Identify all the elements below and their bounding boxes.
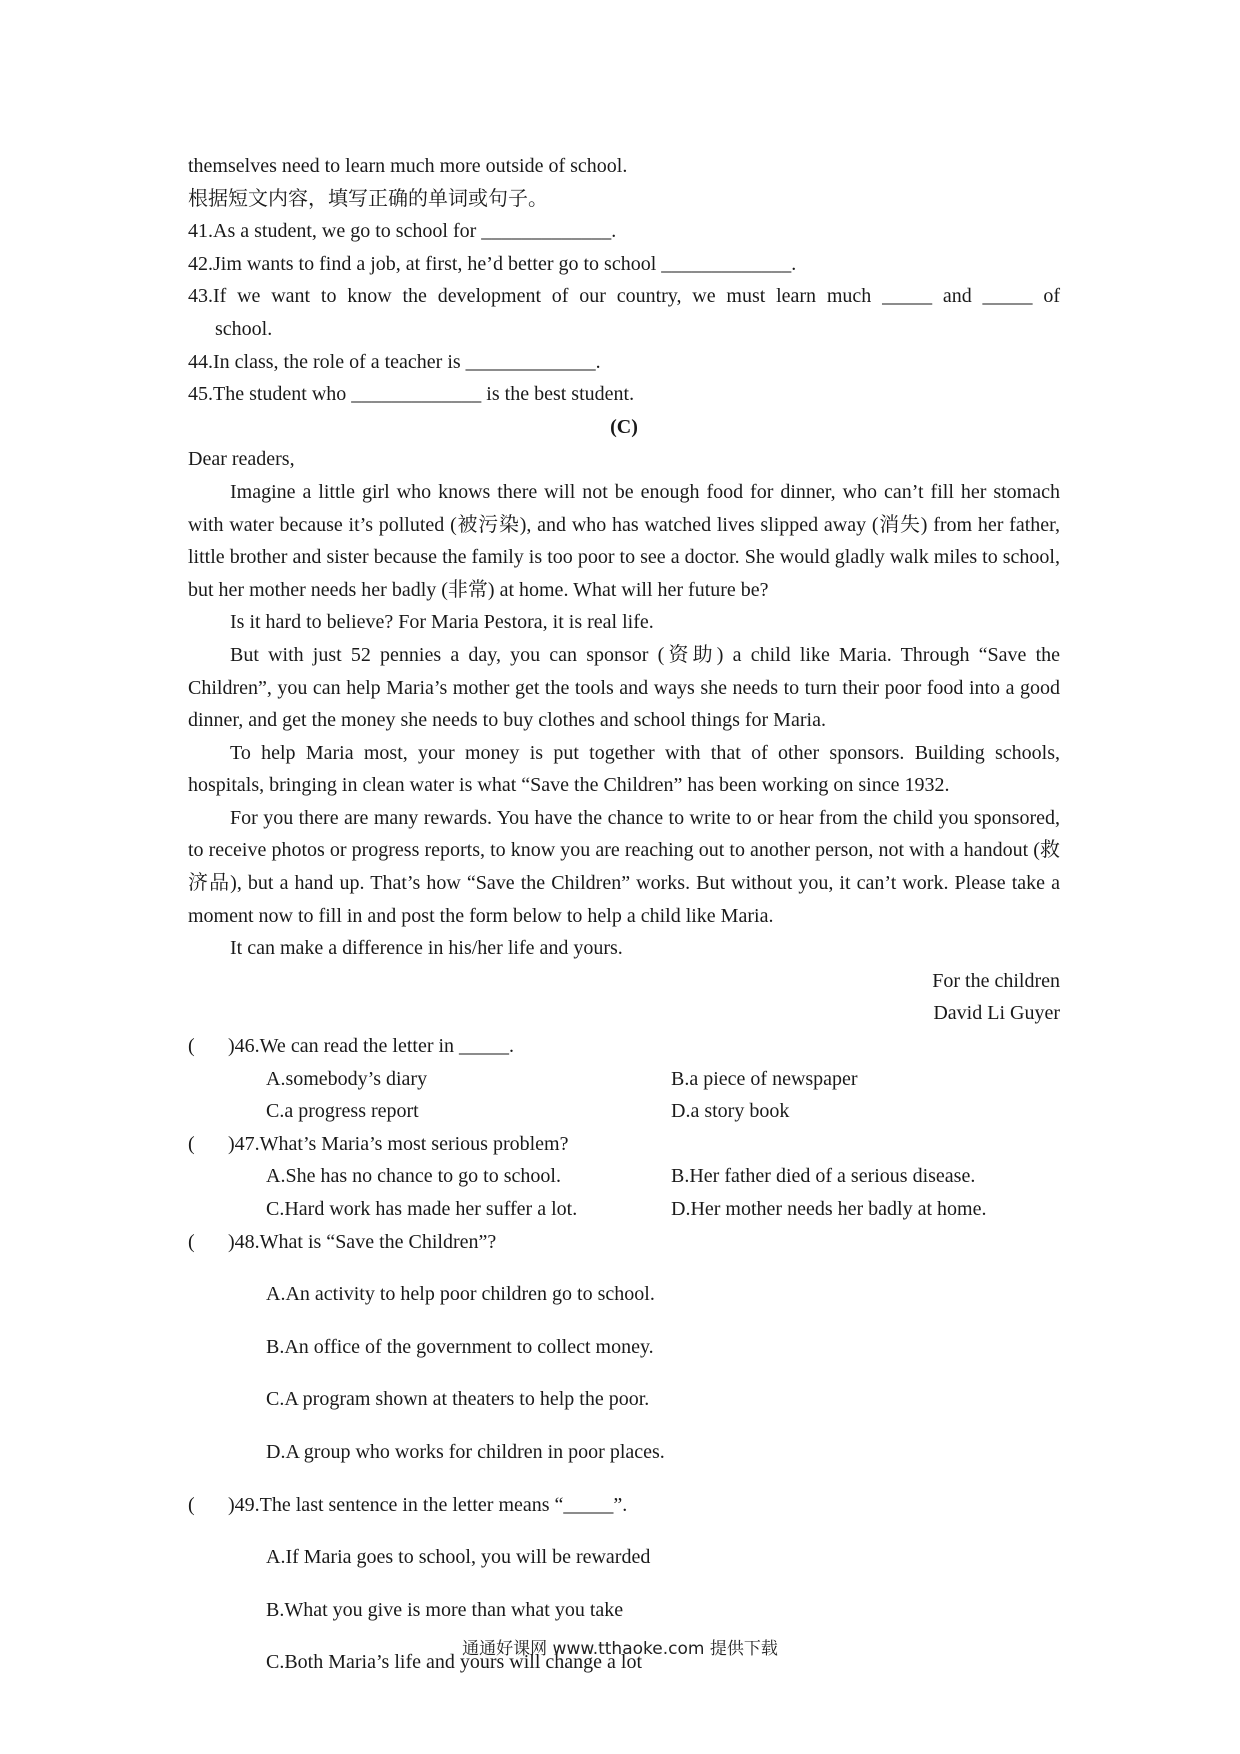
letter-paragraph-2: Is it hard to believe? For Maria Pestora, it is real life. [230,611,654,634]
answer-bracket: ( [188,1493,195,1516]
letter-paragraph-1: Imagine a little girl who knows there will not be enough food for dinner, who can’t fill her stomach with water because it’s polluted (被污染), and who has watched lives slipped away (消失) from her father, little brother and sister because the family is too poor to see a doctor. She would gladly walk miles to school, but her mother needs her badly (非常) at home. What will her future be? [188,480,1060,601]
letter-paragraph-5: For you there are many rewards. You have the chance to write to or hear from the child you sponsored, to receive photos or progress reports, to know you are reaching out to another person, not with a handout (救济品), but a hand up. That’s how “Save the Children” works. But without you, it can’t work. Please take a moment now to fill in and post the form below to help a child like Maria. [188,806,1060,927]
question-47 [188,1128,1060,1161]
letter-greeting: Dear readers, [188,448,295,471]
letter-paragraph-6: It can make a difference in his/her life and yours. [230,937,623,960]
option-d: D.Her mother needs her badly at home. [671,1198,987,1220]
instruction-text: 根据短文内容，填写正确的单词或句子。 [188,187,548,210]
option-a: A.She has no chance to go to school. [266,1165,561,1188]
option-a: A.somebody’s diary [266,1067,428,1090]
question-47-stem: )47.What’s Maria’s most serious problem? [228,1132,569,1155]
document-page [188,150,1060,1699]
answer-bracket: ( [188,1230,195,1253]
letter-signature: David Li Guyer [933,1002,1060,1025]
letter-paragraph-3: But with just 52 pennies a day, you can sponsor (资助) a child like Maria. Through “Save the Children”, you can help Maria’s mother get the tools and ways she needs to turn their poor food into a good dinner, and get the money she needs to buy clothes and school things for Maria. [188,643,1060,732]
option-c: C.A program shown at theaters to help the poor. [266,1388,650,1411]
option-a: A.An activity to help poor children go to school. [266,1283,655,1306]
question-47-options-row-2 [188,1193,1060,1226]
question-49-stem: )49.The last sentence in the letter means “_____”. [228,1493,628,1516]
question-46-options-row-2 [188,1095,1060,1128]
page-footer: 通通好课网 www.tthaoke.com 提供下载 [462,1639,778,1659]
option-c: C.Hard work has made her suffer a lot. [266,1198,578,1220]
option-c: C.a progress report [266,1100,419,1123]
question-43-continued: school. [215,317,273,340]
question-41: 41.As a student, we go to school for _____________. [188,220,617,243]
question-42: 42.Jim wants to find a job, at first, he’d better go to school _____________. [188,252,797,275]
answer-bracket: ( [188,1132,195,1155]
letter-closing: For the children [932,969,1060,992]
question-47-options-row-1 [188,1160,1060,1193]
option-d: D.A group who works for children in poor places. [266,1440,665,1463]
question-49 [188,1489,1060,1522]
question-48 [188,1226,1060,1259]
letter-paragraph-4: To help Maria most, your money is put together with that of other sponsors. Building schools, hospitals, bringing in clean water is what “Save the Children” has been working on since 1932. [188,741,1060,797]
text-line: themselves need to learn much more outside of school. [188,155,628,177]
question-43: 43.If we want to know the development of our country, we must learn much _____ and _____ of [188,285,1060,308]
question-46-stem: )46.We can read the letter in _____. [228,1035,515,1058]
option-d: D.a story book [671,1100,790,1123]
option-b: B.An office of the government to collect money. [266,1335,654,1358]
option-b: B.What you give is more than what you take [266,1598,624,1621]
option-b: B.Her father died of a serious disease. [671,1165,976,1188]
question-44: 44.In class, the role of a teacher is _____________. [188,350,601,373]
section-title: (C) [610,415,638,438]
option-c: C.Both Maria’s life and yours will change a lot [266,1651,643,1674]
answer-bracket: ( [188,1035,195,1058]
question-46-options-row-1 [188,1063,1060,1096]
question-45: 45.The student who _____________ is the best student. [188,383,635,406]
option-a: A.If Maria goes to school, you will be rewarded [266,1546,651,1569]
question-46 [188,1030,1060,1063]
option-b: B.a piece of newspaper [671,1067,858,1090]
question-48-stem: )48.What is “Save the Children”? [228,1230,497,1253]
